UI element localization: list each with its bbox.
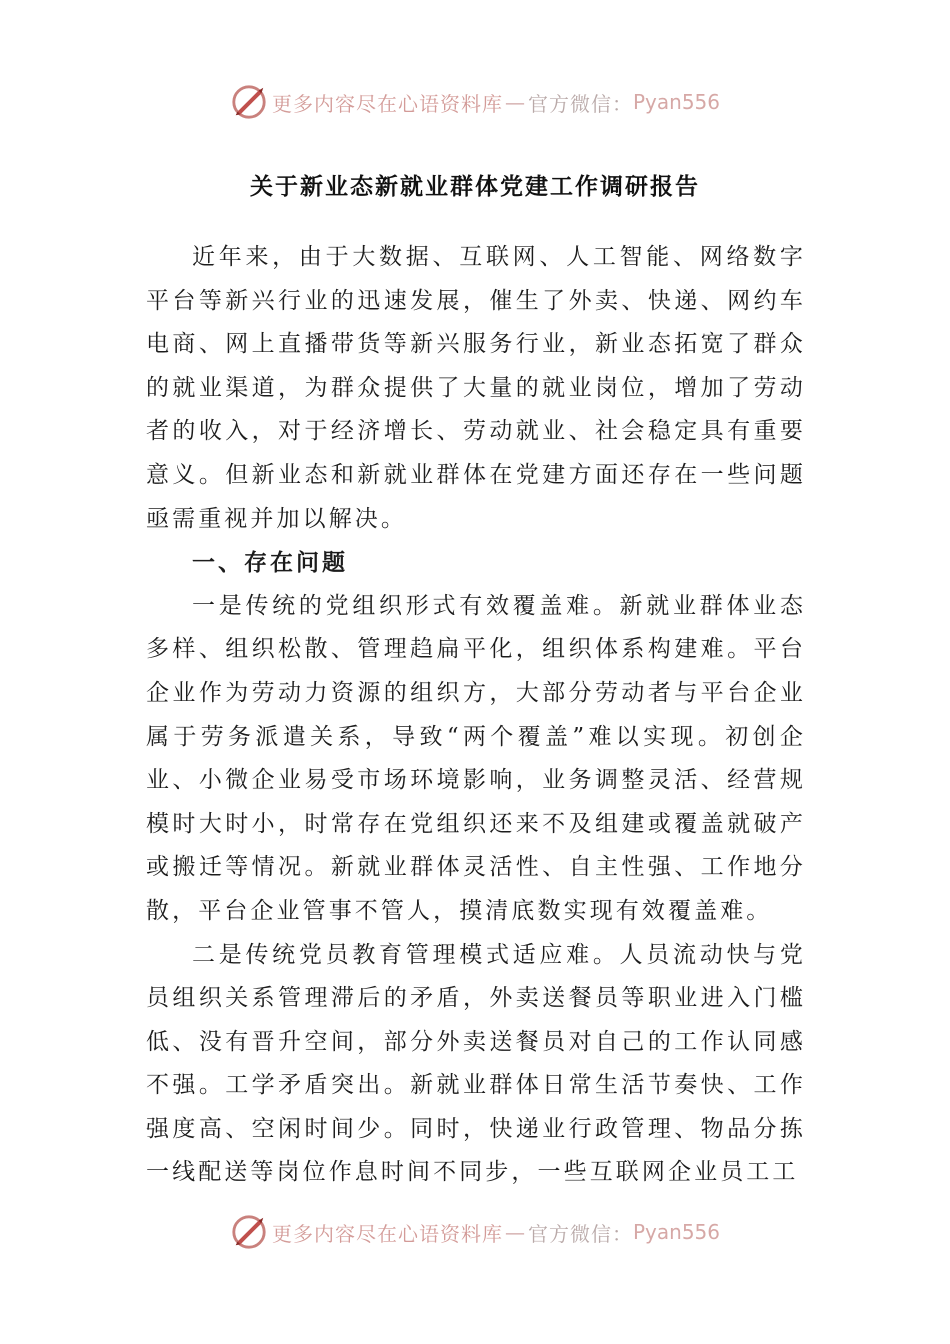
banner-wechat-label: 官方微信：: [527, 91, 633, 116]
document-body: [146, 236, 806, 1195]
quill-pen-logo-icon: [230, 83, 268, 121]
banner-brand-text: 更多内容尽在心语资料库: [271, 91, 503, 116]
section-paragraph-1: 一是传统的党组织形式有效覆盖难。新就业群体业态多样、组织松散、管理趋扁平化，组织体系构建难。平台企业作为劳动力资源的组织方，大部分劳动者与平台企业属于劳务派遣关系，导致“两个覆盖”难以实现。初创企业、小微企业易受市场环境影响，业务调整灵活、经营规模时大时小，时常存在党组织还来不及组建或覆盖就破产或搬迁等情况。新就业群体灵活性、自主性强、工作地分散，平台企业管事不管人，摸清底数实现有效覆盖难。: [146, 592, 806, 924]
banner-wechat-id: Pyan556: [632, 90, 720, 114]
banner-wechat-id: Pyan556: [632, 1220, 720, 1244]
quill-pen-logo-icon: [230, 1213, 268, 1251]
intro-paragraph: 近年来，由于大数据、互联网、人工智能、网络数字平台等新兴行业的迅速发展，催生了外卖、快递、网约车电商、网上直播带货等新兴服务行业，新业态拓宽了群众的就业渠道，为群众提供了大量的就业岗位，增加了劳动者的收入，对于经济增长、劳动就业、社会稳定具有重要意义。但新业态和新就业群体在党建方面还存在一些问题亟需重视并加以解决。: [146, 244, 806, 532]
banner-dash: —: [504, 90, 526, 114]
banner-dash: —: [504, 1220, 526, 1244]
section-paragraph-2: 二是传统党员教育管理模式适应难。人员流动快与党员组织关系管理滞后的矛盾，外卖送餐员等职业进入门槛低、没有晋升空间，部分外卖送餐员对自己的工作认同感不强。工学矛盾突出。新就业群体日常生活节奏快、工作强度高、空闲时间少。同时，快递业行政管理、物品分拣一线配送等岗位作息时间不同步，一些互联网企业员工工: [146, 941, 806, 1186]
footer-watermark-banner: [0, 1210, 950, 1254]
banner-brand-text: 更多内容尽在心语资料库: [271, 1221, 503, 1246]
section-heading: 一、存在问题: [192, 549, 348, 577]
banner-wechat-label: 官方微信：: [527, 1221, 633, 1246]
document-title: 关于新业态新就业群体党建工作调研报告: [250, 173, 700, 200]
header-watermark-banner: [0, 80, 950, 124]
